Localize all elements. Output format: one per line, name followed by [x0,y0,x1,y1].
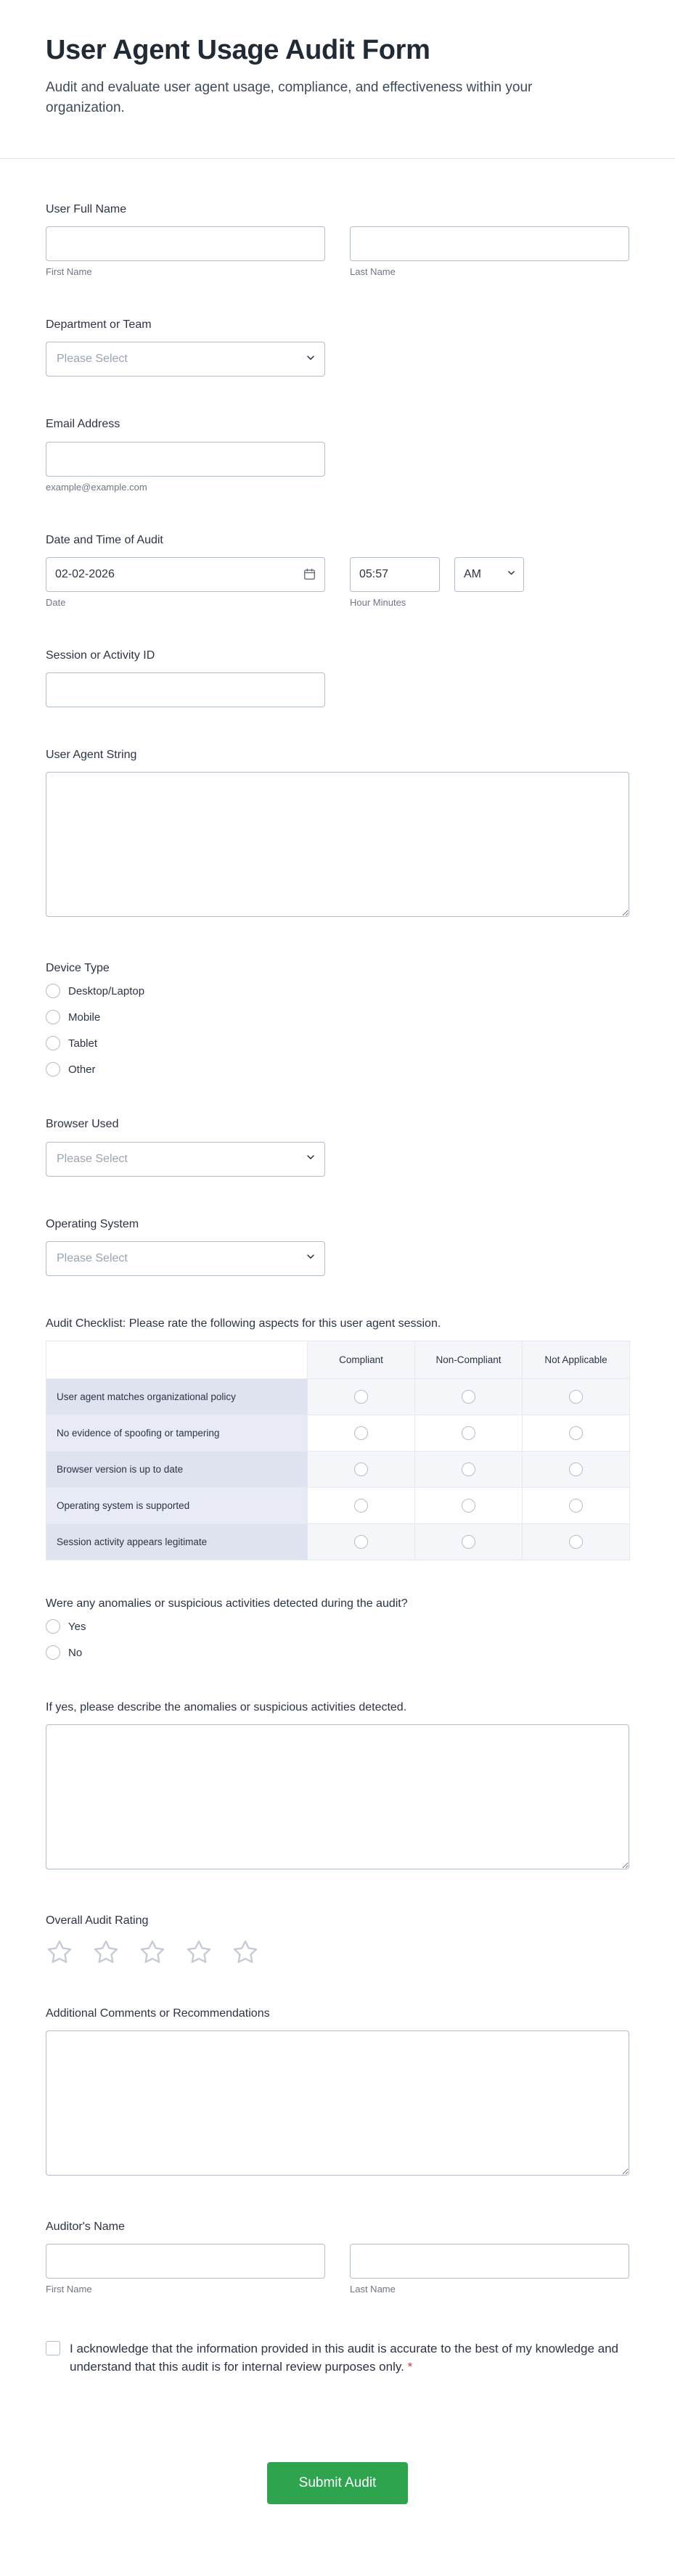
field-anomalies-detected [46,1597,629,1660]
department-label: Department or Team [46,318,152,332]
field-device-type [46,961,629,1077]
first-name-input[interactable] [46,226,325,261]
field-additional-comments [46,2007,629,2179]
radio-label: Tablet [68,1037,98,1050]
matrix-row-label: Operating system is supported [46,1487,308,1523]
datetime-label: Date and Time of Audit [46,533,163,546]
matrix-row [46,1523,630,1560]
time-sublabel: Hour Minutes [350,596,406,608]
ampm-value: AM [464,567,481,580]
department-select-placeholder: Please Select [57,353,128,366]
star-rating [46,1938,629,1966]
radio-label: Other [68,1063,96,1076]
date-input[interactable] [46,557,325,592]
star-icon[interactable] [232,1938,259,1966]
field-session-id [46,649,629,707]
submit-button[interactable]: Submit Audit [267,2462,409,2504]
chevron-down-icon [507,568,516,581]
checklist-matrix [46,1341,630,1560]
chevron-down-icon [306,353,316,366]
anomalies-label: Were any anomalies or suspicious activities detected during the audit? [46,1597,408,1610]
page-title: User Agent Usage Audit Form [46,35,430,65]
matrix-row-label: Session activity appears legitimate [46,1523,308,1560]
matrix-row [46,1487,630,1523]
device-type-label: Device Type [46,962,110,975]
device-option-tablet [46,1036,629,1050]
form-subtitle: Audit and evaluate user agent usage, compliance, and effectiveness within your organization. [46,80,533,115]
radio-label: Yes [68,1620,86,1633]
star-icon[interactable] [92,1938,120,1966]
session-id-label: Session or Activity ID [46,649,155,662]
field-audit-datetime [46,533,629,608]
anomalies-option-no [46,1645,629,1660]
field-audit-checklist [46,1317,629,1560]
matrix-radio[interactable] [354,1390,368,1404]
matrix-row [46,1451,630,1487]
field-browser [46,1117,629,1176]
email-input[interactable] [46,442,325,477]
os-select-placeholder: Please Select [57,1251,128,1264]
matrix-row-label: No evidence of spoofing or tampering [46,1415,308,1451]
matrix-radio[interactable] [354,1499,368,1513]
email-label: Email Address [46,418,120,431]
matrix-radio[interactable] [569,1390,583,1404]
matrix-column-header: Non-Compliant [415,1341,523,1378]
matrix-column-header: Not Applicable [523,1341,630,1378]
matrix-radio[interactable] [462,1390,475,1404]
star-icon[interactable] [46,1938,73,1966]
matrix-radio[interactable] [569,1499,583,1513]
user-agent-label: User Agent String [46,749,137,762]
chevron-down-icon [306,1251,316,1265]
browser-label: Browser Used [46,1118,119,1131]
field-acknowledgment [46,2340,629,2377]
acknowledgment-checkbox[interactable] [46,2341,60,2355]
auditor-first-name-sublabel: First Name [46,2283,92,2295]
comments-label: Additional Comments or Recommendations [46,2007,270,2020]
field-user-full-name [46,202,629,277]
field-email [46,417,629,492]
device-option-other [46,1062,629,1077]
full-name-label: User Full Name [46,203,127,216]
user-agent-textarea[interactable] [46,772,629,917]
auditor-last-name-input[interactable] [350,2244,629,2279]
radio-desktop-laptop[interactable] [46,984,60,998]
matrix-radio[interactable] [462,1462,475,1476]
device-option-mobile [46,1010,629,1024]
matrix-radio[interactable] [462,1535,475,1549]
rating-label: Overall Audit Rating [46,1914,149,1927]
form-body [0,159,675,2556]
matrix-row-label: User agent matches organizational policy [46,1378,308,1415]
session-id-input[interactable] [46,672,325,707]
field-operating-system [46,1217,629,1276]
matrix-row-label: Browser version is up to date [46,1451,308,1487]
os-select[interactable] [46,1241,325,1276]
ampm-select[interactable] [454,557,524,592]
matrix-radio[interactable] [569,1426,583,1440]
matrix-radio[interactable] [462,1499,475,1513]
comments-textarea[interactable] [46,2030,629,2176]
form-header [0,0,675,158]
anomaly-description-label: If yes, please describe the anomalies or suspicious activities detected. [46,1701,407,1714]
matrix-radio[interactable] [569,1535,583,1549]
department-select[interactable] [46,342,325,376]
submit-area [46,2462,629,2556]
matrix-radio[interactable] [354,1535,368,1549]
field-overall-rating [46,1914,629,1965]
last-name-sublabel: Last Name [350,266,396,278]
device-option-desktop-laptop [46,984,629,998]
last-name-input[interactable] [350,226,629,261]
time-input[interactable] [350,557,440,592]
matrix-row [46,1415,630,1451]
field-user-agent-string [46,748,629,921]
matrix-radio[interactable] [462,1426,475,1440]
matrix-radio[interactable] [354,1462,368,1476]
matrix-radio[interactable] [354,1426,368,1440]
required-asterisk: * [407,2360,413,2374]
field-anomaly-description [46,1700,629,1873]
date-sublabel: Date [46,596,66,608]
matrix-corner-cell [46,1341,308,1378]
matrix-radio[interactable] [569,1462,583,1476]
radio-tablet[interactable] [46,1036,60,1050]
radio-label: No [68,1646,83,1659]
browser-select-placeholder: Please Select [57,1152,128,1165]
chevron-down-icon [306,1152,316,1166]
radio-yes[interactable] [46,1619,60,1634]
auditor-last-name-sublabel: Last Name [350,2283,396,2295]
email-sublabel: example@example.com [46,481,147,493]
radio-mobile[interactable] [46,1010,60,1024]
os-label: Operating System [46,1217,139,1230]
calendar-icon[interactable] [303,567,316,585]
star-icon[interactable] [139,1938,166,1966]
checklist-label: Audit Checklist: Please rate the following aspects for this user agent session. [46,1317,441,1330]
radio-other[interactable] [46,1062,60,1077]
field-department [46,318,629,376]
browser-select[interactable] [46,1142,325,1177]
radio-label: Desktop/Laptop [68,984,145,997]
auditor-name-label: Auditor's Name [46,2220,125,2233]
acknowledgment-text [70,2340,629,2377]
star-icon[interactable] [185,1938,213,1966]
radio-label: Mobile [68,1011,101,1024]
anomaly-description-textarea[interactable] [46,1724,629,1869]
anomalies-option-yes [46,1619,629,1634]
matrix-row [46,1378,630,1415]
first-name-sublabel: First Name [46,266,92,278]
auditor-first-name-input[interactable] [46,2244,325,2279]
radio-no[interactable] [46,1645,60,1660]
field-auditor-name [46,2220,629,2295]
matrix-column-header: Compliant [308,1341,415,1378]
acknowledgment-statement: I acknowledge that the information provided in this audit is accurate to the best of my knowledge and understand that this audit is for internal review purposes only. [70,2341,619,2374]
